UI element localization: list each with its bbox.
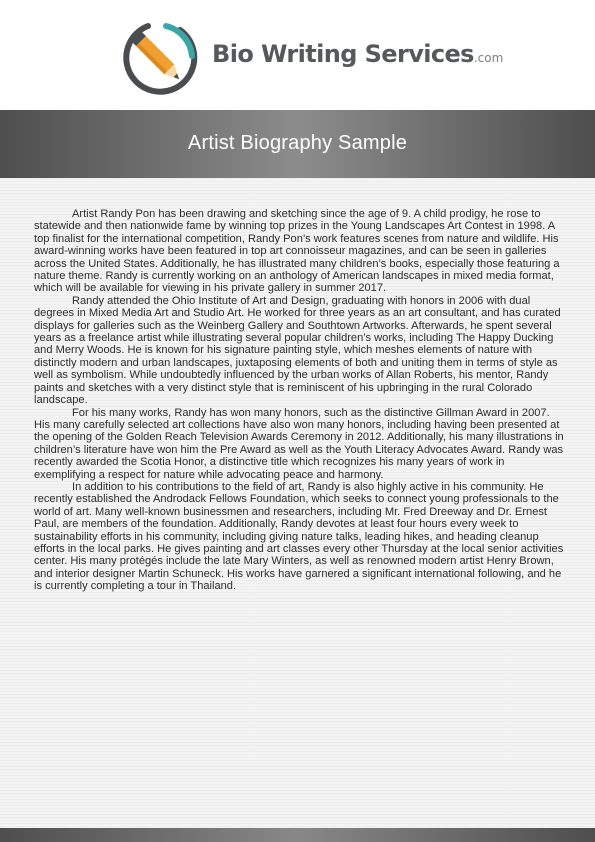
brand-tld: .com [473,51,504,65]
brand-logo-text [212,40,503,68]
paragraph-1: Artist Randy Pon has been drawing and sketching since the age of 9. A child prodigy, he rose to statewide and then nationwide fame by winning top prizes in the Young Landscapes Art Contest in 1998. A top finalist for the international competition, Randy Pon’s work features scenes from nature and wildlife. His award-winning works have been featured in top art connoisseur magazines, and can be seen in galleries across the United States. Additionally, he has illustrated many children’s books, especially those featuring a nature theme. Randy is currently working on an anthology of American landscapes in mixed media format, which will be available for viewing in his private gallery in summer 2017. [34,208,560,295]
title-banner [0,110,595,178]
brand-name: Bio Writing Services [212,40,474,68]
footer-bar [0,828,595,842]
page-header [0,0,595,110]
biography-body [34,208,568,593]
paragraph-2: Randy attended the Ohio Institute of Art and Design, graduating with honors in 2006 with dual degrees in Mixed Media Art and Studio Art. He worked for three years as an art consultant, and has curated displays for galleries such as the Weinberg Gallery and Southtown Artworks. Afterwards, he spent several years as a freelance artist while illustrating several popular children’s works, including The Happy Ducking and Merry Woods. He is known for his signature painting style, which meshes elements of nature with distinctly modern and urban landscapes, juxtaposing elements of both and uniting them in terms of style as well as symbolism. While undoubtedly influenced by the urban works of Allan Roberts, his mentor, Randy paints and sketches with a very distinct style that is reminiscent of his upbringing in the rural Colorado landscape. [34,294,561,407]
page-title: Artist Biography Sample [187,132,408,154]
pencil-circle-icon [118,18,198,98]
paragraph-3: For his many works, Randy has won many honors, such as the distinctive Gillman Award in 2007. His many carefully selected art collections have also won many honors, including having been presented at the opening of the Golden Reach Television Awards Ceremony in 2012. Additionally, his many illustrations in children’s literature have won him the Pre Award as well as the Youth Literacy Advocates Award. Randy was recently awarded the Scotia Honor, a distinctive title which recognizes his many years of work in exemplifying a respect for nature while advocating peace and harmony. [34,406,564,481]
paragraph-4: In addition to his contributions to the field of art, Randy is also highly active in his community. He recently established the Androdack Fellows Foundation, which seeks to connect young professionals to the world of art. Many well-known businessmen and researchers, including Mr. Fred Dreeway and Dr. Ernest Paul, are members of the foundation. Additionally, Randy devotes at least four hours every week to sustainability efforts in his community, including giving nature talks, leading hikes, and heading cleanup efforts in the local parks. He gives painting and art classes every other Thursday at the local senior activities center. His many protégés include the late Mary Winters, as well as renowned modern artist Henry Brown, and interior designer Martin Schuneck. His works have garnered a significant international following, and he is currently completing a tour in Thailand. [34,480,564,593]
